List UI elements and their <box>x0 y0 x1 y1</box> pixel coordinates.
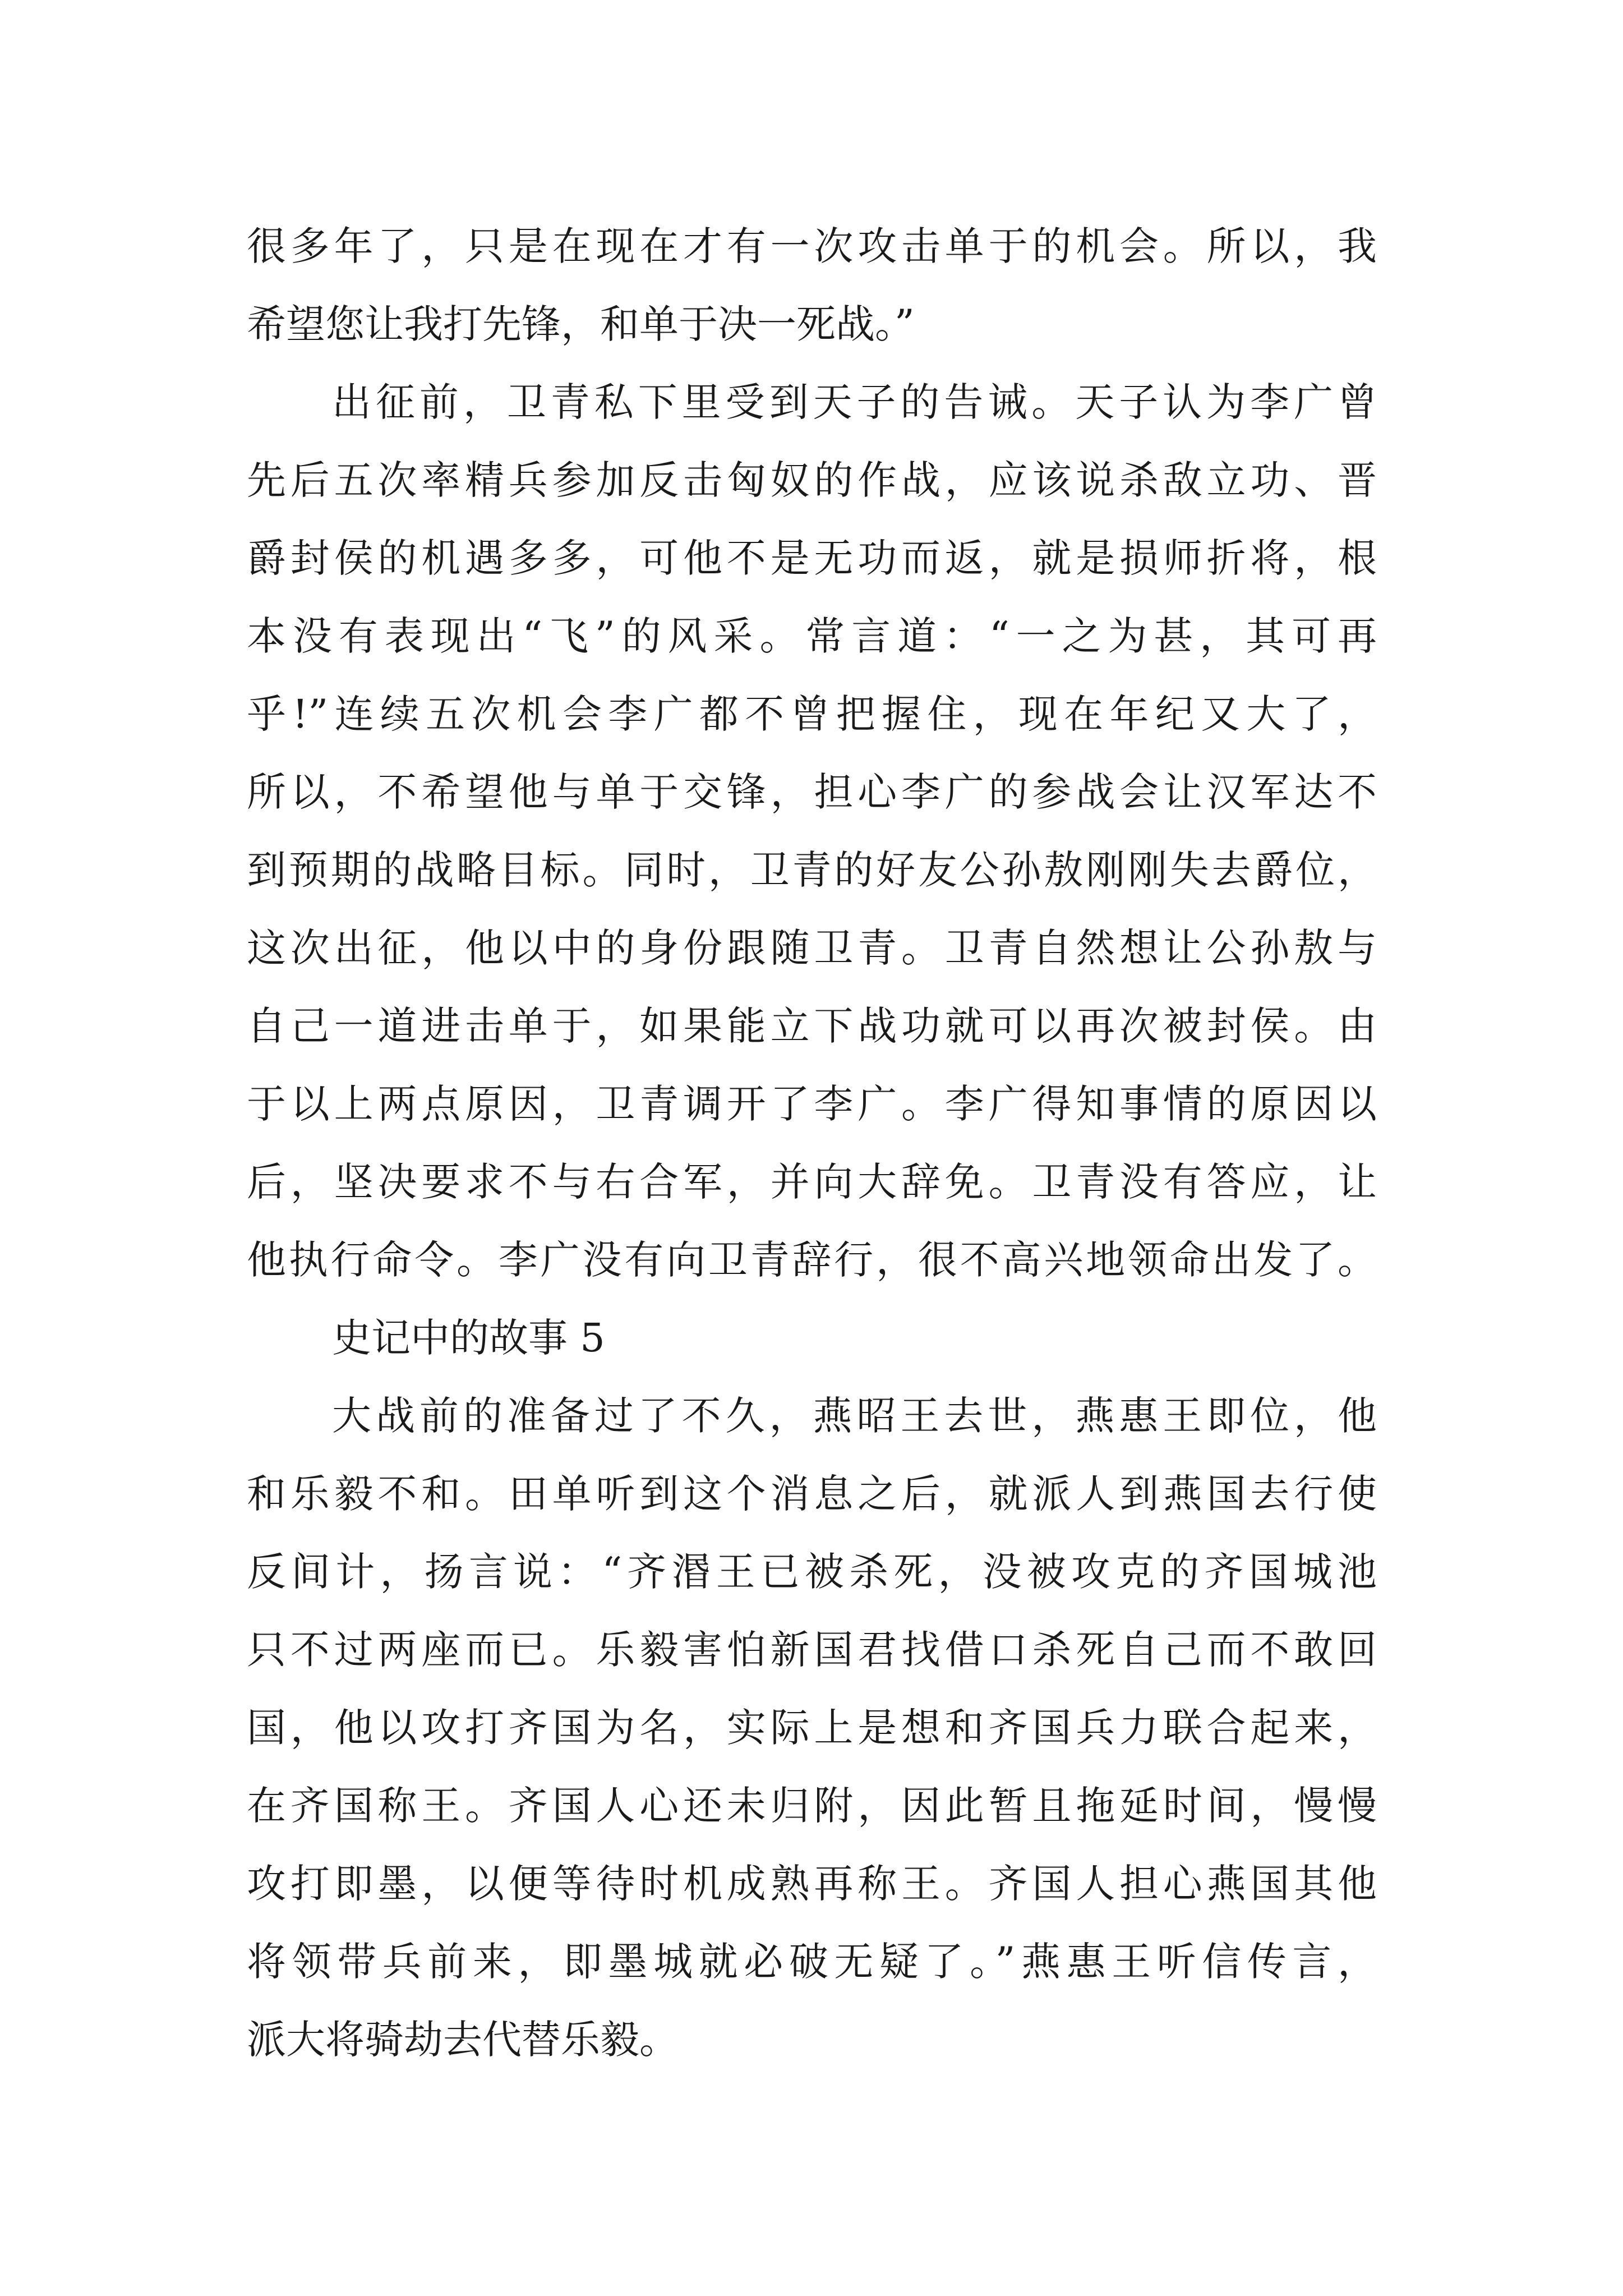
text-line: 本没有表现出“飞”的风采。常言道：“一之为甚，其可再 <box>247 613 1377 659</box>
text-line: 到预期的战略目标。同时，卫青的好友公孙敖刚刚失去爵位， <box>247 847 1377 893</box>
text-line: 和乐毅不和。田单听到这个消息之后，就派人到燕国去行使 <box>247 1471 1377 1517</box>
text-line: 于以上两点原因，卫青调开了李广。李广得知事情的原因以 <box>247 1081 1377 1127</box>
body-text <box>247 208 1377 2079</box>
text-line: 攻打即墨，以便等待时机成熟再称王。齐国人担心燕国其他 <box>247 1861 1377 1907</box>
text-line: 只不过两座而已。乐毅害怕新国君找借口杀死自己而不敢回 <box>247 1627 1377 1673</box>
text-line: 自己一道进击单于，如果能立下战功就可以再次被封侯。由 <box>247 1003 1377 1049</box>
text-line: 所以，不希望他与单于交锋，担心李广的参战会让汉军达不 <box>247 769 1377 815</box>
text-line: 反间计，扬言说：“齐湣王已被杀死，没被攻克的齐国城池 <box>247 1549 1377 1595</box>
text-line: 派大将骑劫去代替乐毅。 <box>247 2017 679 2063</box>
text-line: 希望您让我打先锋，和单于决一死战。” <box>247 301 915 347</box>
text-line: 很多年了，只是在现在才有一次攻击单于的机会。所以，我 <box>247 223 1377 269</box>
text-line: 他执行命令。李广没有向卫青辞行，很不高兴地领命出发了。 <box>247 1237 1377 1283</box>
text-line: 后，坚决要求不与右合军，并向大辞免。卫青没有答应，让 <box>247 1159 1377 1205</box>
text-line: 爵封侯的机遇多多，可他不是无功而返，就是损师折将，根 <box>247 535 1377 581</box>
text-line: 国，他以攻打齐国为名，实际上是想和齐国兵力联合起来， <box>247 1705 1377 1751</box>
text-line: 乎!”连续五次机会李广都不曾把握住，现在年纪又大了， <box>247 691 1377 737</box>
paragraph-start-line: 出征前，卫青私下里受到天子的告诫。天子认为李广曾 <box>332 379 1377 425</box>
text-line: 这次出征，他以中的身份跟随卫青。卫青自然想让公孙敖与 <box>247 925 1377 971</box>
text-line: 在齐国称王。齐国人心还未归附，因此暂且拖延时间，慢慢 <box>247 1783 1377 1829</box>
paragraph-start-line: 大战前的准备过了不久，燕昭王去世，燕惠王即位，他 <box>332 1393 1377 1439</box>
text-line: 将领带兵前来，即墨城就必破无疑了。”燕惠王听信传言， <box>247 1939 1377 1985</box>
text-line: 先后五次率精兵参加反击匈奴的作战，应该说杀敌立功、晋 <box>247 457 1377 503</box>
section-heading: 史记中的故事 5 <box>332 1315 605 1361</box>
